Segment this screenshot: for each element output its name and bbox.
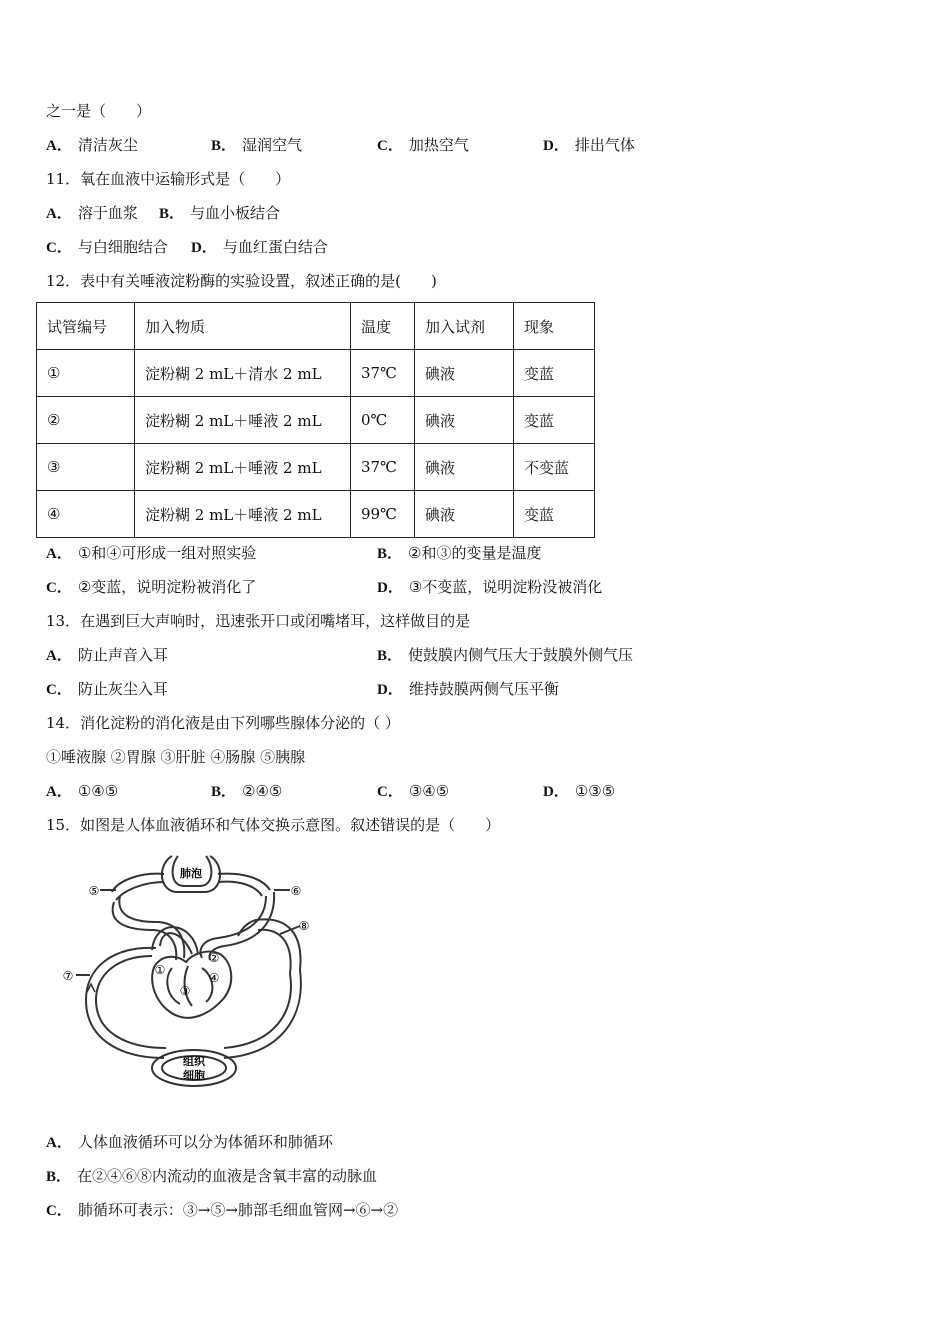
q12-option-a: A． ①和④可形成一组对照实验 [46, 544, 257, 562]
diagram-label-3: ③ [179, 984, 191, 998]
table-cell: 碘液 [415, 444, 514, 491]
table-cell: 99℃ [351, 491, 415, 538]
table-cell: 碘液 [415, 397, 514, 444]
blood-circulation-diagram [52, 850, 322, 1090]
q14-option-c: C． ③④⑤ [377, 782, 450, 800]
q13-stem: 13．在遇到巨大声响时，迅速张开口或闭嘴堵耳，这样做目的是 [46, 612, 471, 630]
q12-option-d: D． ③不变蓝，说明淀粉没被消化 [377, 578, 603, 596]
diagram-label-6: ⑥ [290, 884, 302, 898]
q13-option-c: C． 防止灰尘入耳 [46, 680, 168, 698]
table-header: 现象 [514, 303, 595, 350]
q10-option-c: C． 加热空气 [377, 136, 469, 154]
q15-option-c: C． 肺循环可表示：③→⑤→肺部毛细血管网→⑥→② [46, 1201, 399, 1219]
table-cell: 淀粉糊 2 mL＋唾液 2 mL [135, 444, 351, 491]
q13-option-a: A． 防止声音入耳 [46, 646, 168, 664]
table-cell: 不变蓝 [514, 444, 595, 491]
table-cell: 碘液 [415, 350, 514, 397]
q11-stem: 11．氧在血液中运输形式是（ ） [46, 170, 291, 188]
tissue-label-line1: 组织 [183, 1055, 205, 1068]
table-cell: 变蓝 [514, 491, 595, 538]
table-cell: ④ [37, 491, 135, 538]
q15-stem: 15．如图是人体血液循环和气体交换示意图。叙述错误的是（ ） [46, 816, 501, 834]
table-header: 加入物质 [135, 303, 351, 350]
q13-option-b: B． 使鼓膜内侧气压大于鼓膜外侧气压 [377, 646, 634, 664]
table-header-row [37, 303, 595, 350]
table-cell: 淀粉糊 2 mL＋唾液 2 mL [135, 491, 351, 538]
q10-stem-tail: 之一是（ ） [46, 102, 152, 120]
table-cell: 37℃ [351, 350, 415, 397]
table-header: 试管编号 [37, 303, 135, 350]
q15-option-a: A． 人体血液循环可以分为体循环和肺循环 [46, 1133, 333, 1151]
table-cell: 碘液 [415, 491, 514, 538]
q11-option-c: C． 与白细胞结合 [46, 238, 168, 256]
table-cell: 淀粉糊 2 mL＋清水 2 mL [135, 350, 351, 397]
q10-option-b: B． 湿润空气 [211, 136, 303, 154]
q14-option-a: A． ①④⑤ [46, 782, 119, 800]
table-row [37, 397, 595, 444]
table-cell: ③ [37, 444, 135, 491]
table-header: 温度 [351, 303, 415, 350]
table-cell: ① [37, 350, 135, 397]
q10-option-d: D． 排出气体 [543, 136, 635, 154]
tissue-label-line2: 细胞 [183, 1069, 205, 1082]
table-cell: 变蓝 [514, 350, 595, 397]
q10-option-a: A． 清洁灰尘 [46, 136, 138, 154]
q14-stem: 14．消化淀粉的消化液是由下列哪些腺体分泌的（ ） [46, 714, 400, 732]
q15-option-b: B． 在②④⑥⑧内流动的血液是含氧丰富的动脉血 [46, 1167, 378, 1185]
diagram-label-5: ⑤ [88, 884, 100, 898]
q11-option-d: D． 与血红蛋白结合 [191, 238, 328, 256]
q12-option-b: B． ②和③的变量是温度 [377, 544, 542, 562]
q11-option-a: A． 溶于血浆 [46, 204, 138, 222]
table-row [37, 491, 595, 538]
diagram-label-4: ④ [208, 971, 220, 985]
table-cell: ② [37, 397, 135, 444]
q12-option-c: C． ②变蓝，说明淀粉被消化了 [46, 578, 257, 596]
q13-option-d: D． 维持鼓膜两侧气压平衡 [377, 680, 559, 698]
diagram-label-8: ⑧ [298, 919, 310, 933]
q11-option-b: B． 与血小板结合 [159, 204, 281, 222]
q14-option-b: B． ②④⑤ [211, 782, 283, 800]
table-row [37, 350, 595, 397]
q14-glands-list: ①唾液腺 ②胃腺 ③肝脏 ④肠腺 ⑤胰腺 [46, 748, 306, 766]
table-header: 加入试剂 [415, 303, 514, 350]
table-row [37, 444, 595, 491]
diagram-label-7: ⑦ [62, 969, 74, 983]
diagram-label-1: ① [154, 963, 166, 977]
q12-stem: 12．表中有关唾液淀粉酶的实验设置，叙述正确的是( ) [46, 272, 437, 290]
q14-option-d: D． ①③⑤ [543, 782, 616, 800]
table-cell: 37℃ [351, 444, 415, 491]
table-cell: 变蓝 [514, 397, 595, 444]
table-cell: 0℃ [351, 397, 415, 444]
table-cell: 淀粉糊 2 mL＋唾液 2 mL [135, 397, 351, 444]
alveolus-label: 肺泡 [180, 867, 202, 880]
diagram-label-2: ② [208, 951, 220, 965]
experiment-table [36, 302, 595, 538]
